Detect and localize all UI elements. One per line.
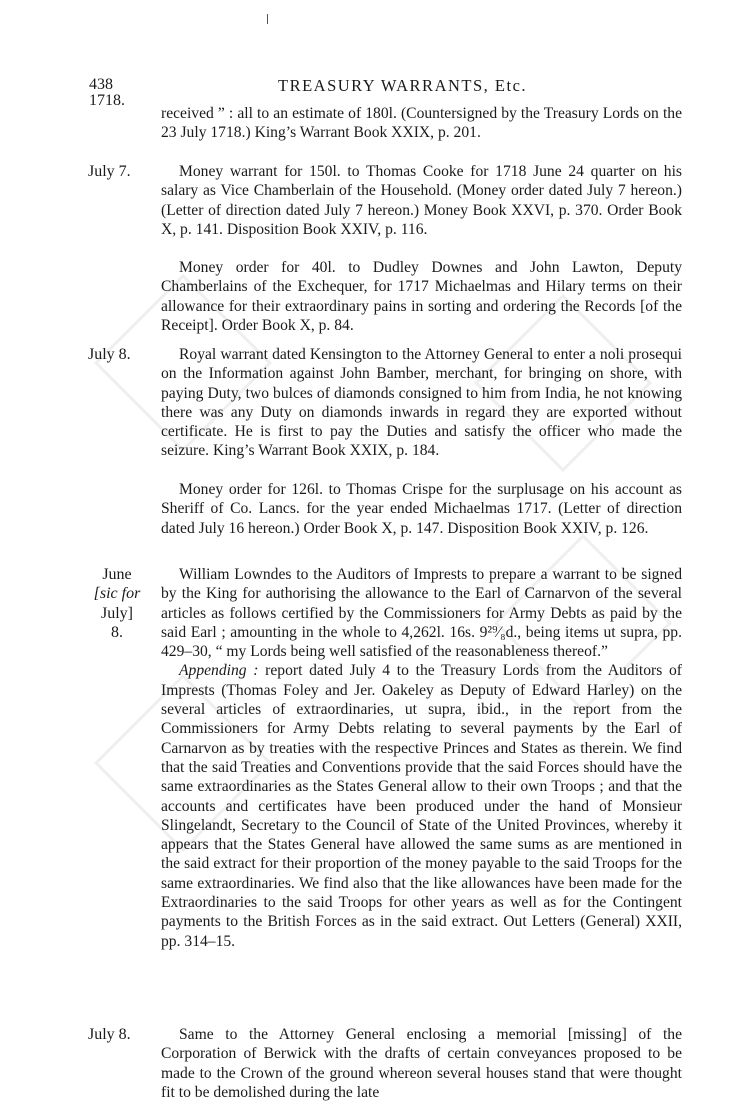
margin-year: 1718. xyxy=(89,92,125,109)
entry-appendix xyxy=(161,661,682,950)
entry-date-line: [sic for xyxy=(93,585,141,603)
entry-paragraph: Money order for 126l. to Thomas Crispe for the surplusage on his account as Sheriff of Co. Lancs. for the year ended Michaelmas 1717. (Letter of direction dated July 16 hereon.) Order Book X, p. 147. Disposition Book XXIV, p. 126. xyxy=(161,481,682,537)
entry-date-line: July] xyxy=(101,604,133,622)
entry-date-line: June xyxy=(102,566,132,583)
entry-text xyxy=(161,565,682,951)
entry-text xyxy=(161,1025,682,1102)
entry-text xyxy=(161,345,682,461)
entry-date: July 8. xyxy=(88,346,131,363)
appendix-text: report dated July 4 to the Treasury Lords from the Auditors of Imprests (Thomas Foley and Jer. Oakeley as Deputy of Edward Harley) on the several articles of extraordinaries, ut supra, ibid., in the report from the Commissioners for Army Debts relating to several payments by the Earl of Carnarvon as by treaties with the respective Princes and States as therein. We find that the said Treaties and Conventions provide that the said Forces should have the same extraordinaries as the States General allow to their own Troops ; and that the accounts and certificates have been produced under the hand of Monsieur Slingelandt, Secretary to the Council of State of the United Provinces, whereby it appears that the States General have allowed the same sums as are mentioned in the said extract for their proportion of the money payable to the said Troops for the same extraordinaries. We find also that the like allowances have been made for the Extraordinaries to the said Troops for other years as well as for the Contingent payments to the British Forces as in the said extract. Out Letters (General) XXII, pp. 314–15. xyxy=(161,662,682,950)
entry-text xyxy=(161,104,682,143)
entry-date: July 7. xyxy=(88,163,131,180)
entry-text xyxy=(161,162,682,239)
entry-paragraph: Royal warrant dated Kensington to the Attorney General to enter a noli prosequi on the Information against John Bamber, merchant, for bringing on shore, with paying Duty, two bulces of diamonds consigned to him from India, he not knowing there was any Duty on diamonds inwards in regard they are exported without certificate. He is first to pay the Duties and satisfy the officer who made the seizure. King’s Warrant Book XXIX, p. 184. xyxy=(161,346,682,460)
entry-paragraph: Money order for 40l. to Dudley Downes and John Lawton, Deputy Chamberlains of the Exchequer, for 1717 Michaelmas and Hilary terms on their allowance for their extraordinary pains in sorting and ordering the Records [of the Receipt]. Order Book X, p. 84. xyxy=(161,259,682,334)
running-title: TREASURY WARRANTS, Etc. xyxy=(278,76,528,95)
entry-paragraph: Same to the Attorney General enclosing a memorial [missing] of the Corporation of Berwick with the drafts of certain conveyances proposed to be made to the Crown of the ground whereon several houses stand that were thought fit to be demolished during the late xyxy=(161,1026,682,1101)
entry-date xyxy=(84,565,150,642)
entry-date-line: 8. xyxy=(111,623,123,641)
page-number: 438 xyxy=(89,76,113,93)
entry-paragraph: Money warrant for 150l. to Thomas Cooke for 1718 June 24 quarter on his salary as Vice Chamberlain of the Household. (Money order dated July 7 hereon.) (Letter of direction dated July 7 hereon.) Money Book XXVI, p. 370. Order Book X, p. 141. Disposition Book XXIV, p. 116. xyxy=(161,163,682,238)
entry-text xyxy=(161,258,682,335)
entry-paragraph: William Lowndes to the Auditors of Imprests to prepare a warrant to be signed by the King for authorising the allowance to the Earl of Carnarvon of the several articles as follows certified by the Commissioners for Army Debts as paid by the said Earl ; amounting in the whole to 4,262l. 16s. 9²⁹⁄₈d., being items ut supra, pp. 429–30, “ my Lords being well satisfied of the reasonableness thereof.” xyxy=(161,566,682,661)
entry-date: July 8. xyxy=(88,1026,131,1043)
crop-mark xyxy=(267,14,268,24)
entry-text xyxy=(161,480,682,538)
appendix-label: Appending : xyxy=(179,662,259,680)
entry-paragraph: received ” : all to an estimate of 180l. (Countersigned by the Treasury Lords on the 23 July 1718.) King’s Warrant Book XXIX, p. 201. xyxy=(161,105,682,142)
